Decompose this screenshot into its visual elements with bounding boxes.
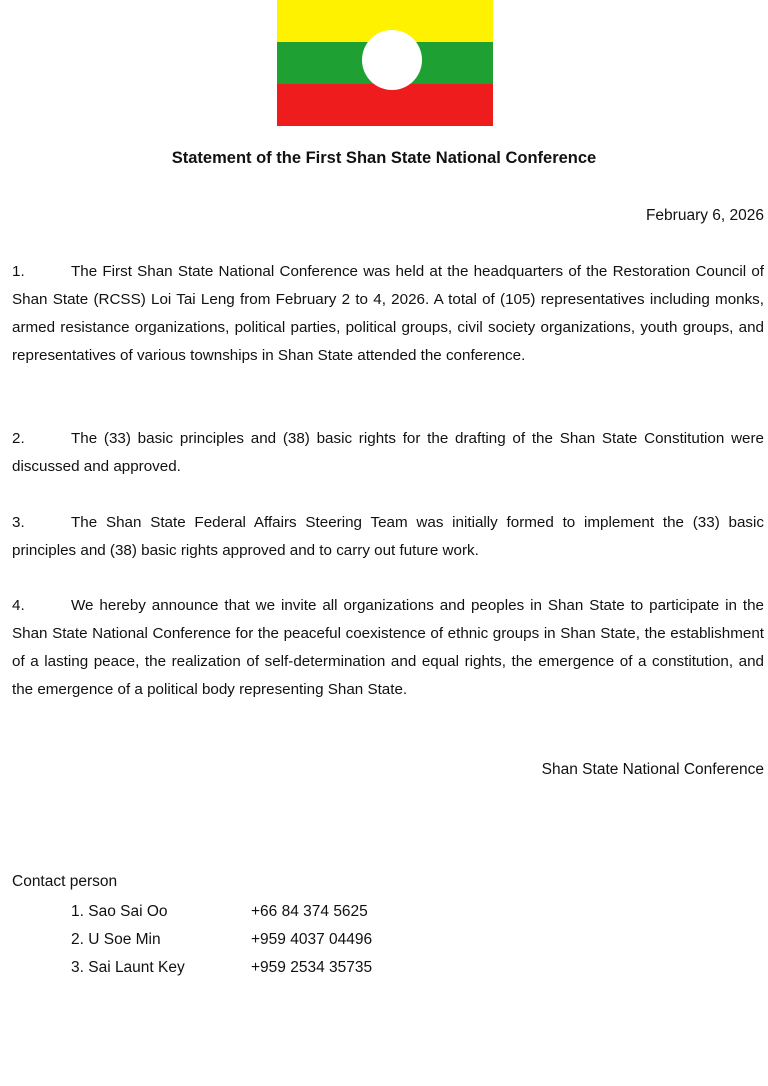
paragraph-number: 4.	[12, 597, 25, 614]
contact-name: 1. Sao Sai Oo	[71, 903, 168, 920]
flag-band-red	[277, 84, 493, 126]
paragraph-4	[12, 592, 764, 704]
flag-white-disc	[362, 30, 422, 90]
contact-heading: Contact person	[12, 873, 118, 890]
paragraph-3	[12, 509, 764, 565]
paragraph-text: We hereby announce that we invite all organizations and peoples in Shan State to participate in the Shan State National Conference for the peaceful coexistence of ethnic groups in Shan State, the establishment of a lasting peace, the realization of self-determination and equal rights, the emergence of a constitution, and the emergence of a political body representing Shan State.	[12, 597, 764, 698]
paragraph-2	[12, 425, 764, 481]
paragraph-number: 2.	[12, 430, 25, 447]
signature-line: Shan State National Conference	[541, 761, 764, 778]
contact-list	[71, 901, 372, 985]
contact-entry	[71, 901, 372, 929]
contact-entry	[71, 929, 372, 957]
contact-phone: +959 4037 04496	[251, 931, 373, 948]
paragraph-text: The Shan State Federal Affairs Steering Team was initially formed to implement the (33) basic principles and (38) basic rights approved and to carry out future work.	[12, 514, 764, 559]
paragraph-number: 1.	[12, 263, 25, 280]
shan-state-flag	[277, 0, 493, 126]
contact-phone: +66 84 374 5625	[251, 903, 368, 920]
paragraph-text: The (33) basic principles and (38) basic rights for the drafting of the Shan State Constitution were discussed and approved.	[12, 430, 764, 475]
statement-title: Statement of the First Shan State National Conference	[171, 149, 597, 167]
contact-entry	[71, 957, 372, 985]
paragraph-1	[12, 258, 764, 370]
contact-phone: +959 2534 35735	[251, 959, 373, 976]
statement-date: February 6, 2026	[645, 207, 764, 224]
contact-name: 2. U Soe Min	[71, 931, 161, 948]
paragraph-number: 3.	[12, 514, 25, 531]
paragraph-text: The First Shan State National Conference was held at the headquarters of the Restoration Council of Shan State (RCSS) Loi Tai Leng from February 2 to 4, 2026. A total of (105) representatives including monks, armed resistance organizations, political parties, political groups, civil society organizations, youth groups, and representatives of various townships in Shan State attended the conference.	[12, 263, 764, 364]
contact-name: 3. Sai Launt Key	[71, 959, 185, 976]
